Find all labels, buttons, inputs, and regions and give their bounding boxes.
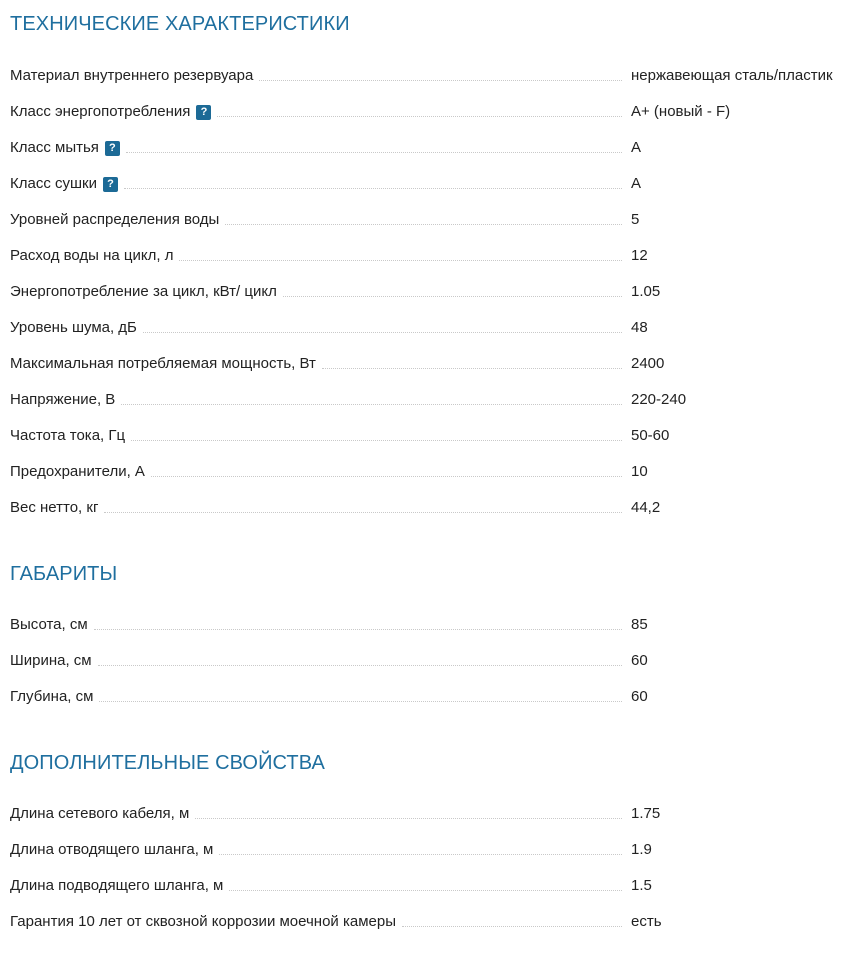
dotted-leader [126,152,622,153]
spec-label [10,612,622,634]
help-icon[interactable]: ? [105,141,120,156]
spec-list-extra-properties [10,801,853,945]
spec-label-text [10,499,104,517]
dotted-leader [99,701,622,702]
help-icon[interactable]: ? [103,177,118,192]
spec-value: есть [631,913,662,930]
dotted-leader [179,260,622,261]
spec-label [10,387,622,409]
dotted-leader [131,440,622,441]
spec-row [10,423,853,459]
spec-value: 2400 [631,355,665,372]
dotted-leader [322,368,622,369]
spec-label-name: Гарантия 10 лет от сквозной коррозии моечной камеры [10,913,396,930]
dotted-leader [225,224,622,225]
spec-label-text [10,805,195,823]
spec-label-name: Длина отводящего шланга, м [10,841,214,858]
spec-label [10,99,622,121]
spec-label [10,801,622,823]
spec-label [10,837,622,859]
spec-row [10,684,853,720]
dotted-leader [229,890,622,891]
spec-value: 1.75 [631,805,661,822]
spec-label-text [10,67,259,85]
spec-value: нержавеющая сталь/пластик [631,67,833,84]
spec-label-text [10,283,283,301]
section-title-dimensions: ГАБАРИТЫ [10,563,118,585]
spec-label [10,135,622,157]
spec-row [10,207,853,243]
spec-label-name: Класс энергопотребления [10,103,191,120]
dotted-leader [151,476,622,477]
spec-label [10,243,622,265]
spec-row [10,648,853,684]
spec-label-name: Максимальная потребляемая мощность, Вт [10,355,316,372]
spec-row [10,171,853,207]
spec-row [10,612,853,648]
spec-label-name: Длина сетевого кабеля, м [10,805,190,822]
spec-row [10,135,853,171]
spec-value: 1.9 [631,841,652,858]
spec-value: 1.05 [631,283,661,300]
spec-label-text [10,103,217,121]
spec-row [10,99,853,135]
spec-value: 85 [631,616,648,633]
spec-row [10,387,853,423]
spec-value: A [631,139,642,156]
spec-label [10,207,622,229]
spec-label-text [10,355,322,373]
dotted-leader [98,665,622,666]
spec-label-name: Энергопотребление за цикл, кВт/ цикл [10,283,277,300]
spec-label-text [10,913,402,931]
spec-label-name: Глубина, см [10,688,94,705]
spec-label-text [10,427,131,445]
dotted-leader [259,80,622,81]
spec-row [10,909,853,945]
spec-label-text [10,688,99,706]
spec-label-text [10,319,143,337]
section-title-tech-specs: ТЕХНИЧЕСКИЕ ХАРАКТЕРИСТИКИ [10,13,350,35]
spec-label-text [10,877,229,895]
dotted-leader [121,404,622,405]
spec-label [10,171,622,193]
spec-label [10,873,622,895]
spec-value: 48 [631,319,648,336]
spec-label [10,648,622,670]
spec-label [10,909,622,931]
spec-label-text [10,139,126,157]
spec-row [10,459,853,495]
dotted-leader [124,188,622,189]
spec-value: A+ (новый - F) [631,103,731,120]
spec-value: 1.5 [631,877,652,894]
spec-value: 60 [631,688,648,705]
spec-value: 44,2 [631,499,661,516]
spec-row [10,837,853,873]
spec-label-name: Напряжение, В [10,391,116,408]
spec-label-text [10,211,225,229]
spec-value: A [631,175,642,192]
spec-row [10,243,853,279]
dotted-leader [143,332,622,333]
spec-value: 220-240 [631,391,687,408]
dotted-leader [104,512,622,513]
spec-list-dimensions [10,612,853,720]
spec-label-name: Уровней распределения воды [10,211,220,228]
dotted-leader [283,296,622,297]
spec-label-name: Длина подводящего шланга, м [10,877,224,894]
spec-value: 5 [631,211,640,228]
section-title-extra-properties: ДОПОЛНИТЕЛЬНЫЕ СВОЙСТВА [10,752,325,774]
spec-row [10,279,853,315]
spec-row [10,801,853,837]
spec-label-text [10,391,121,409]
dotted-leader [219,854,622,855]
spec-row [10,315,853,351]
spec-label-name: Вес нетто, кг [10,499,99,516]
spec-label-name: Расход воды на цикл, л [10,247,174,264]
spec-label-name: Класс сушки [10,175,97,192]
spec-label-name: Ширина, см [10,652,92,669]
spec-label-text [10,652,98,670]
spec-value: 10 [631,463,648,480]
spec-label-name: Уровень шума, дБ [10,319,137,336]
dotted-leader [195,818,622,819]
spec-label-name: Материал внутреннего резервуара [10,67,254,84]
spec-label [10,423,622,445]
spec-label-text [10,175,124,193]
spec-label-text [10,616,94,634]
spec-label [10,459,622,481]
spec-row [10,495,853,531]
spec-value: 60 [631,652,648,669]
spec-label-text [10,841,219,859]
spec-label-text [10,247,179,265]
spec-label [10,63,622,85]
spec-label-text [10,463,151,481]
spec-row [10,873,853,909]
spec-label-name: Частота тока, Гц [10,427,126,444]
spec-list-tech-specs [10,63,853,531]
spec-label [10,279,622,301]
help-icon[interactable]: ? [196,105,211,120]
spec-label [10,495,622,517]
spec-label [10,684,622,706]
spec-row [10,63,853,99]
spec-value: 12 [631,247,648,264]
spec-label-name: Класс мытья [10,139,99,156]
spec-label-name: Предохранители, А [10,463,145,480]
spec-value: 50-60 [631,427,670,444]
spec-row [10,351,853,387]
dotted-leader [217,116,622,117]
spec-label [10,315,622,337]
dotted-leader [94,629,622,630]
spec-label [10,351,622,373]
dotted-leader [402,926,622,927]
spec-label-name: Высота, см [10,616,88,633]
